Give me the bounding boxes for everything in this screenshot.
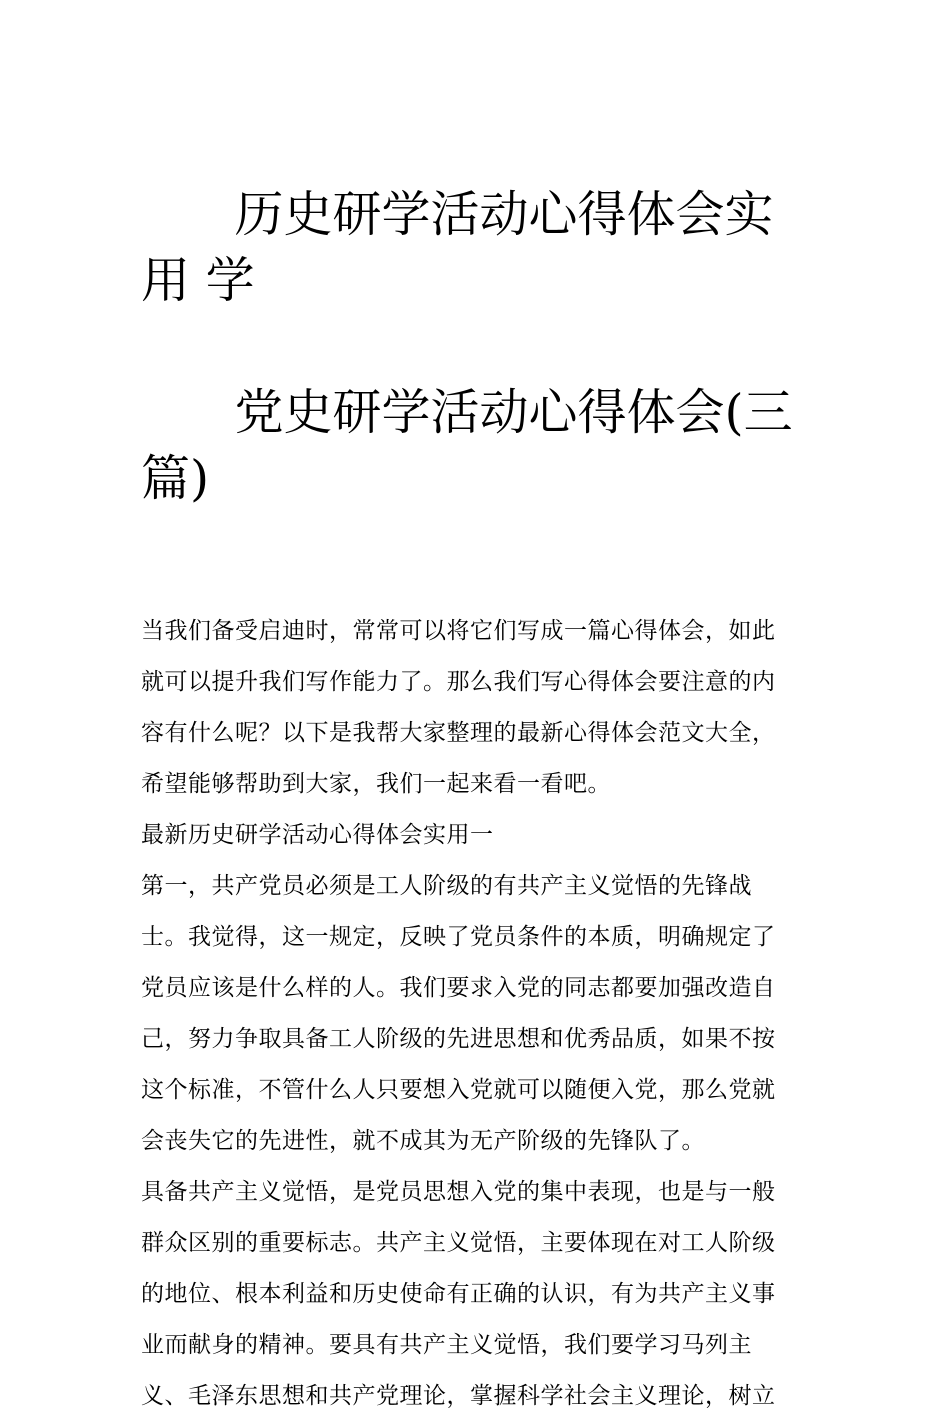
document-content bbox=[141, 116, 813, 1422]
text-line: 希望能够帮助到大家，我们一起来看一看吧。 bbox=[141, 771, 611, 797]
text-line: 当我们备受启迪时，常常可以将它们写成一篇心得体会，如此 bbox=[141, 618, 776, 644]
text-line: 党员应该是什么样的人。我们要求入党的同志都要加强改造自 bbox=[141, 975, 776, 1001]
title-line-1: 历史研学活动心得体会实用 学 bbox=[141, 186, 774, 309]
section-heading: 最新历史研学活动心得体会实用一 bbox=[141, 822, 494, 848]
text-line: 容有什么呢？以下是我帮大家整理的最新心得体会范文大全， bbox=[141, 720, 776, 746]
text-line: 群众区别的重要标志。共产主义觉悟，主要体现在对工人阶级 bbox=[141, 1230, 776, 1256]
text-line: 具备共产主义觉悟，是党员思想入党的集中表现，也是与一般 bbox=[141, 1179, 776, 1205]
text-line: 义、毛泽东思想和共产党理论，掌握科学社会主义理论，树立 bbox=[141, 1383, 776, 1409]
document-body bbox=[141, 606, 813, 1422]
text-line: 的地位、根本利益和历史使命有正确的认识，有为共产主义事 bbox=[141, 1281, 776, 1307]
text-line: 这个标准，不管什么人只要想入党就可以随便入党，那么党就 bbox=[141, 1077, 776, 1103]
title-line-2: 党史研学活动心得体会(三篇) bbox=[141, 384, 793, 507]
text-line: 会丧失它的先进性，就不成其为无产阶级的先锋队了。 bbox=[141, 1128, 705, 1154]
text-line: 第一，共产党员必须是工人阶级的有共产主义觉悟的先锋战 bbox=[141, 873, 752, 899]
text-line: 就可以提升我们写作能力了。那么我们写心得体会要注意的内 bbox=[141, 669, 776, 695]
text-line: 士。我觉得，这一规定，反映了党员条件的本质，明确规定了 bbox=[141, 924, 776, 950]
text-line: 业而献身的精神。要具有共产主义觉悟，我们要学习马列主 bbox=[141, 1332, 752, 1358]
text-line: 己，努力争取具备工人阶级的先进思想和优秀品质，如果不按 bbox=[141, 1026, 776, 1052]
document-title bbox=[141, 116, 813, 578]
